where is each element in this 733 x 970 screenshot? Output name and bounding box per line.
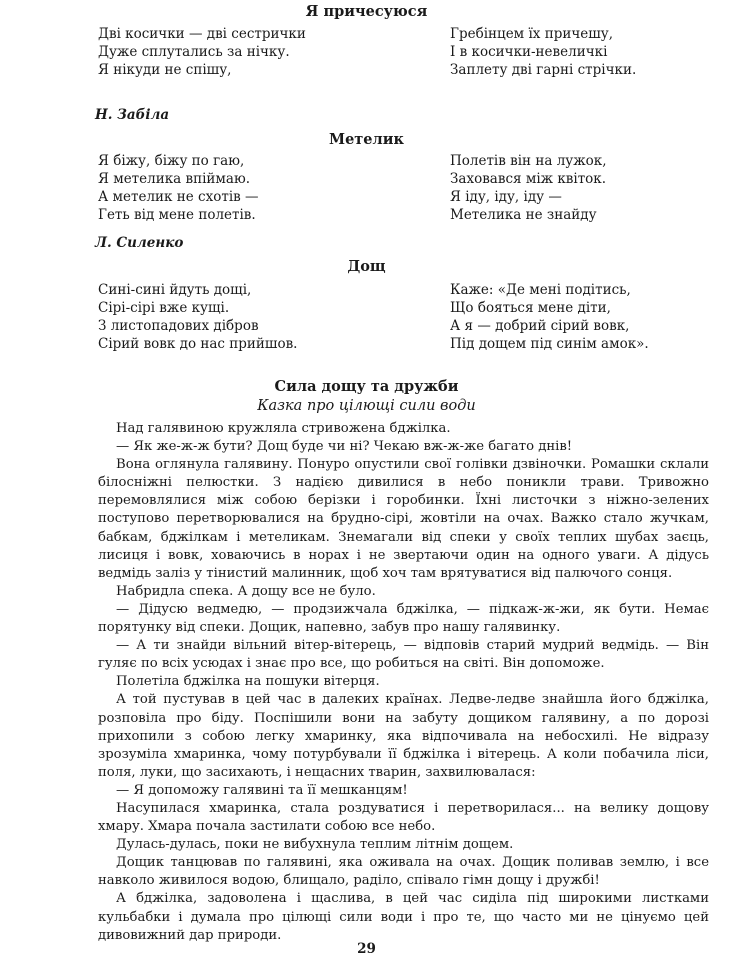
story-paragraph: — А ти знайди вільний вітер-вітерець, — відповів старий мудрий ведмідь. — Він гуляє по всіх усюдах і знає про все, що робиться на світі. Він допоможе. — [98, 638, 709, 672]
verse-line: Я нікуди не спішу, — [98, 62, 232, 78]
verse-line: Під дощем під синім амок». — [450, 336, 649, 352]
verse-line: Заховався між квіток. — [450, 171, 607, 187]
story-paragraph: — Я допоможу галявині та її мешканцям! — [116, 782, 408, 798]
verse-line: Сірі-сірі вже кущі. — [98, 300, 230, 316]
verse-line: З листопадових дібров — [98, 318, 259, 334]
story-paragraph: А той пустував в цей час в далеких країнах. Ледве-ледве знайшла його бджілка, розповіла про біду. Поспішили вони на забуту дощиком галявину, а по дорозі прихопили з собою легку хмаринку, яка відпочивала на небосхилі. Не відразу зрозуміла хмаринка, чому потурбували її бджілка і вітерець. А коли побачила ліси, поля, луки, що засихають, і нещасних тварин, захвилювалася: — [98, 692, 709, 780]
verse-line: Дві косички — дві сестрички — [98, 26, 306, 42]
verse-line: Гребінцем їх причешу, — [450, 26, 614, 42]
poem-right-column — [450, 281, 649, 353]
verse-line: Сірий вовк до нас прийшов. — [98, 336, 298, 352]
verse-line: Каже: «Де мені подітись, — [450, 282, 631, 298]
verse-line: Геть від мене полетів. — [98, 207, 256, 223]
poem-title: Дощ — [347, 258, 386, 275]
story-paragraph: Насупилася хмаринка, стала роздуватися і перетворилася... на велику дощову хмару. Хмара почала застилати собою все небо. — [98, 800, 709, 835]
story-paragraph: Полетіла бджілка на пошуки вітерця. — [116, 674, 380, 690]
verse-line: Метелика не знайду — [450, 207, 597, 223]
story-body — [98, 420, 709, 945]
verse-line: Сині-сині йдуть дощі, — [98, 282, 252, 298]
verse-line: Я біжу, біжу по гаю, — [98, 153, 245, 169]
page-number: 29 — [357, 941, 376, 957]
story-paragraph: Набридла спека. А дощу все не було. — [116, 583, 376, 599]
story-paragraph: Вона оглянула галявину. Понуро опустили свої голівки дзвіночки. Ромашки склали білосніжні пелюстки. З надією дивилися в небо поникли трави. Тривожно перемовлялися між собою берізки і горобинки. Їхні листочки з ніжно-зелених поступово перетворювалися на брудно-сірі, жовтіли на очах. Важко стало жучкам, бабкам, бджілкам і метеликам. Знемагали від спеки у своїх теплих шубах заєць, лисиця і вовк, ховаючись в норах і не звертаючи один на одного уваги. А дідусь ведмідь заліз у тінистий малинник, щоб хоч там врятуватися від палючого сонця. — [98, 457, 709, 581]
poem-left-column — [98, 152, 259, 224]
verse-line: Дуже сплутались за нічку. — [98, 44, 290, 60]
verse-line: Полетів він на лужок, — [450, 153, 607, 169]
story-subtitle: Казка про цілющі сили води — [257, 398, 476, 414]
verse-line: Заплету дві гарні стрічки. — [450, 62, 637, 78]
poem-title: Я причесуюся — [305, 3, 428, 20]
story-paragraph: Над галявиною кружляла стривожена бджілка. — [116, 421, 451, 436]
story-paragraph: Дощик танцював по галявині, яка оживала на очах. Дощик поливав землю, і все навколо живилося водою, блищало, раділо, співало гімн дощу і дружбі! — [98, 855, 709, 889]
verse-line: Що бояться мене діти, — [450, 300, 611, 316]
verse-line: А я — добрий сірий вовк, — [450, 318, 630, 334]
story-title: Сила дощу та дружби — [274, 378, 459, 395]
verse-line: А метелик не схотів — — [98, 189, 259, 205]
verse-line: Я іду, іду, іду — — [450, 189, 562, 205]
poem-author: Л. Силенко — [95, 235, 184, 251]
poem-right-column — [450, 25, 636, 79]
poem-title: Метелик — [329, 131, 404, 148]
story-paragraph: Дулась-дулась, поки не вибухнула теплим літнім дощем. — [116, 837, 514, 853]
verse-line: І в косички-невеличкі — [450, 44, 608, 60]
poem-author: Н. Забіла — [95, 107, 170, 123]
story-paragraph: — Як же-ж-ж бути? Дощ буде чи ні? Чекаю вж-ж-же багато днів! — [116, 439, 573, 455]
poem-right-column — [450, 152, 606, 224]
story-paragraph: — Дідусю ведмедю, — продзижчала бджілка, — підкаж-ж-жи, як бути. Немає порятунку від спеки. Дощик, напевно, забув про нашу галявинку. — [98, 601, 709, 636]
story-paragraph: А бджілка, задоволена і щаслива, в цей час сиділа під широкими листками кульбабки і думала про цілющі сили води і про те, що часто ми не цінуємо цей дивовижний дар природи. — [98, 891, 709, 943]
verse-line: Я метелика впіймаю. — [98, 171, 251, 187]
poem-left-column — [98, 281, 297, 353]
poem-left-column — [98, 25, 306, 79]
